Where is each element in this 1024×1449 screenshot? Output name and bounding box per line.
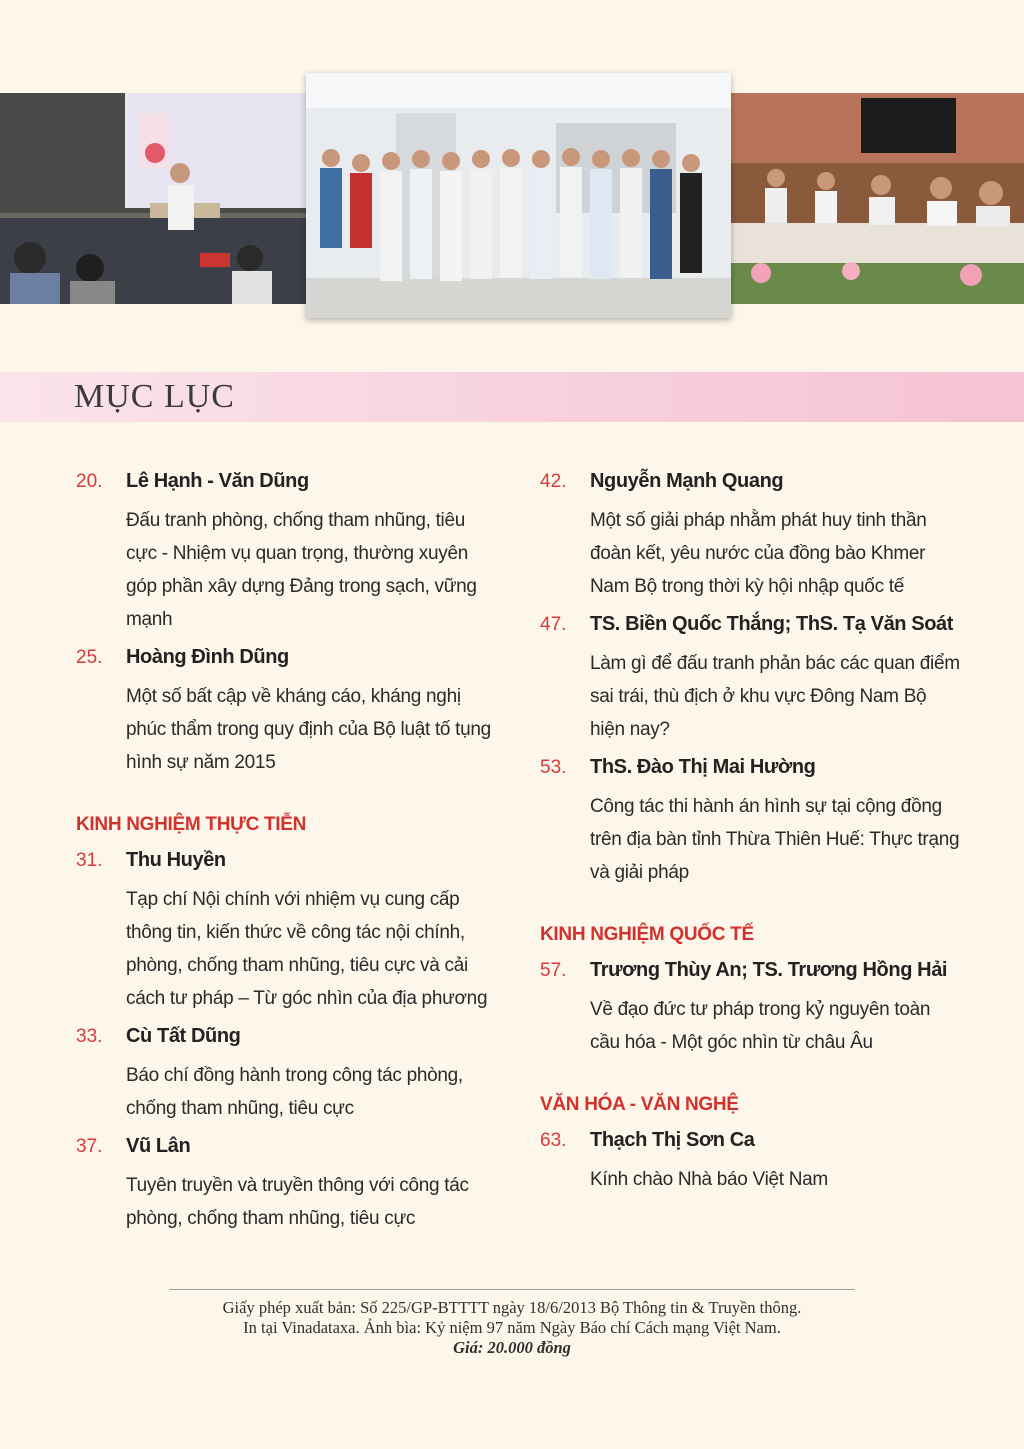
toc-entry[interactable] [540,959,960,1059]
author: Cù Tất Dũng [126,1025,241,1047]
page-number: 42. [540,471,567,492]
toc-entry[interactable] [540,756,960,889]
author: TS. Biền Quốc Thắng; ThS. Tạ Văn Soát [590,613,954,635]
toc-entry[interactable] [540,1129,960,1196]
toc-entry[interactable] [540,470,960,603]
publication-footer [170,1289,854,1358]
page-number: 47. [540,614,567,635]
toc-entry[interactable] [76,849,496,1015]
author: Thu Huyền [126,849,226,871]
page-number: 57. [540,960,567,981]
heading-band [0,372,1024,422]
group-photo [306,73,731,318]
price: Giá: 20.000 đồng [453,1338,571,1357]
article-title: Đấu tranh phòng, chống tham nhũng, tiêu cực - Nhiệm vụ quan trọng, thường xuyên góp phần xây dựng Đảng trong sạch, vững mạnh [126,510,477,630]
section-heading-international: KINH NGHIỆM QUỐC TẾ [540,924,754,945]
toc-left-column [76,470,496,1245]
page-number: 31. [76,850,103,871]
section-heading-culture: VĂN HÓA - VĂN NGHỆ [540,1094,739,1115]
author: Vũ Lân [126,1135,191,1157]
article-title: Một số giải pháp nhằm phát huy tinh thần đoàn kết, yêu nước của đồng bào Khmer Nam Bộ trong thời kỳ hội nhập quốc tế [590,510,927,597]
author: Lê Hạnh - Văn Dũng [126,470,309,492]
page-number: 33. [76,1026,103,1047]
author: Nguyễn Mạnh Quang [590,470,784,492]
printing-line: In tại Vinadataxa. Ảnh bìa: Kỷ niệm 97 năm Ngày Báo chí Cách mạng Việt Nam. [243,1318,781,1337]
page-title: MỤC LỤC [74,378,235,415]
article-title: Tạp chí Nội chính với nhiệm vụ cung cấp thông tin, kiến thức về công tác nội chính, phòng, chống tham nhũng, tiêu cực và cải cách tư pháp – Từ góc nhìn của địa phương [126,889,488,1009]
page-number: 53. [540,757,567,778]
page-number: 20. [76,471,103,492]
article-title: Một số bất cập về kháng cáo, kháng nghị phúc thẩm trong quy định của Bộ luật tố tụng hình sự năm 2015 [126,686,491,773]
page-number: 63. [540,1130,567,1151]
article-title: Làm gì để đấu tranh phản bác các quan điểm sai trái, thù địch ở khu vực Đông Nam Bộ hiện nay? [590,653,960,740]
license-line: Giấy phép xuất bản: Số 225/GP-BTTTT ngày 18/6/2013 Bộ Thông tin & Truyền thông. [222,1298,802,1317]
section-heading-practice: KINH NGHIỆM THỰC TIỄN [76,814,307,835]
article-title: Kính chào Nhà báo Việt Nam [590,1169,828,1190]
toc-entry[interactable] [76,1135,496,1235]
page-number: 25. [76,647,103,668]
toc-entry[interactable] [76,470,496,636]
page-number: 37. [76,1136,103,1157]
toc-entry[interactable] [540,613,960,746]
article-title: Công tác thi hành án hình sự tại cộng đồng trên địa bàn tỉnh Thừa Thiên Huế: Thực trạng và giải pháp [590,796,960,883]
toc-right-column [540,470,960,1206]
toc-entry[interactable] [76,646,496,779]
toc-entry[interactable] [76,1025,496,1125]
article-title: Tuyên truyền và truyền thông với công tác phòng, chống tham nhũng, tiêu cực [126,1175,469,1229]
author: ThS. Đào Thị Mai Hường [590,756,816,778]
meeting-photo [731,93,1024,304]
author: Thạch Thị Sơn Ca [590,1129,755,1151]
author: Hoàng Đình Dũng [126,646,289,668]
conference-photo [0,93,306,304]
author: Trương Thùy An; TS. Trương Hồng Hải [590,959,948,981]
article-title: Về đạo đức tư pháp trong kỷ nguyên toàn cầu hóa - Một góc nhìn từ châu Âu [590,999,931,1053]
article-title: Báo chí đồng hành trong công tác phòng, chống tham nhũng, tiêu cực [126,1065,463,1119]
photo-strip [0,0,1024,330]
